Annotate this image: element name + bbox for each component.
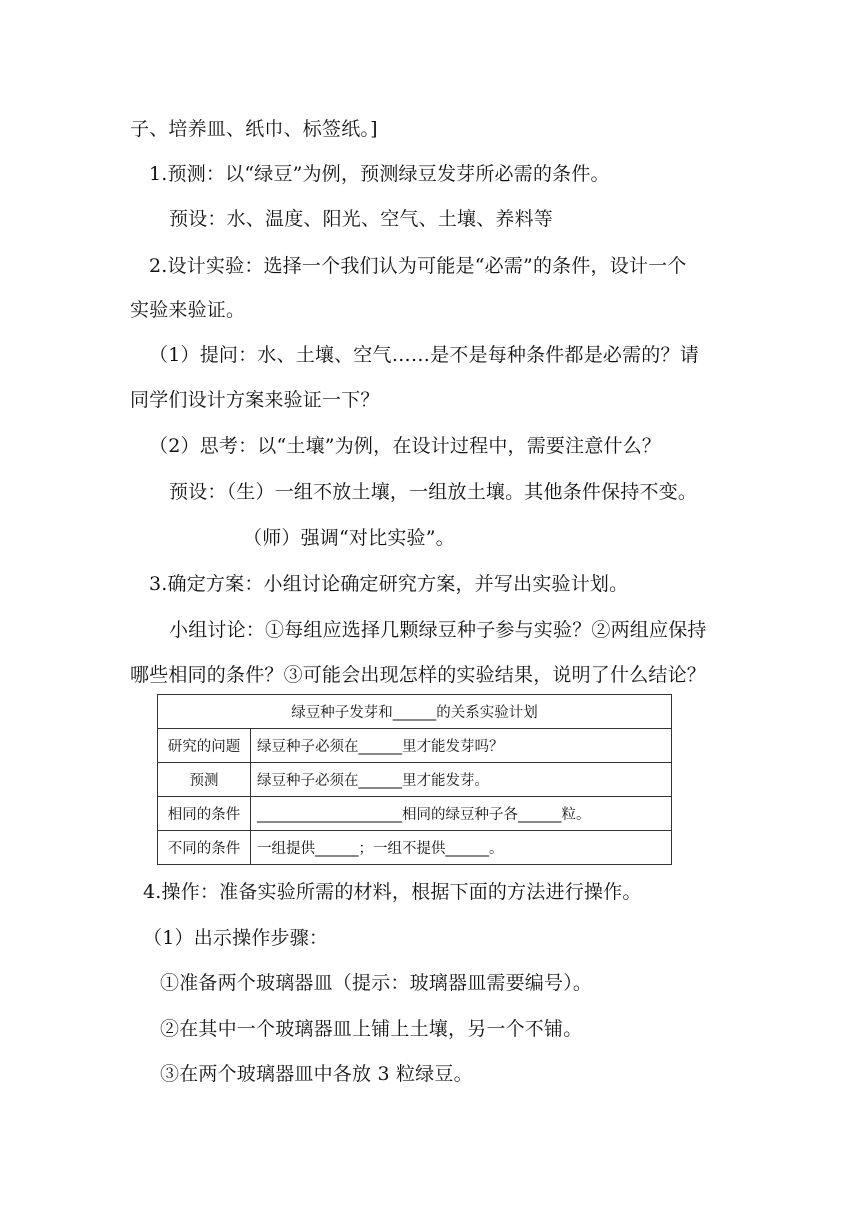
row-content: 绿豆种子必须在______里才能发芽。 <box>251 763 672 797</box>
experiment-plan-table <box>157 694 672 865</box>
text-line: （2）思考：以“土壤”为例，在设计过程中，需要注意什么？ <box>149 435 662 457</box>
row-label: 预测 <box>158 763 251 797</box>
table-row <box>158 763 672 797</box>
text-line: 3.确定方案：小组讨论确定研究方案，并写出实验计划。 <box>149 573 629 595</box>
row-label: 研究的问题 <box>158 729 251 763</box>
row-content: 绿豆种子必须在______里才能发芽吗？ <box>251 729 672 763</box>
text-line: 实验来验证。 <box>130 299 246 321</box>
text-line: （师）强调“对比实验”。 <box>243 527 455 549</box>
text-line: 同学们设计方案来验证一下？ <box>130 389 380 411</box>
text-line: （1）出示操作步骤： <box>143 927 329 949</box>
row-label: 不同的条件 <box>158 831 251 865</box>
row-content: ____________________相同的绿豆种子各______粒。 <box>251 797 672 831</box>
text-line: 2.设计实验：选择一个我们认为可能是“必需”的条件，设计一个 <box>149 255 687 277</box>
text-line: 哪些相同的条件？③可能会出现怎样的实验结果，说明了什么结论？ <box>130 664 707 686</box>
text-line: 子、培养皿、纸巾、标签纸。] <box>130 118 378 140</box>
table-row <box>158 695 672 729</box>
text-line: 1.预测：以“绿豆”为例，预测绿豆发芽所必需的条件。 <box>149 163 610 185</box>
table-row <box>158 831 672 865</box>
row-label: 相同的条件 <box>158 797 251 831</box>
text-line: ①准备两个玻璃器皿（提示：玻璃器皿需要编号）。 <box>160 972 593 994</box>
table-row <box>158 797 672 831</box>
text-line: （1）提问：水、土壤、空气……是不是每种条件都是必需的？请 <box>149 344 699 366</box>
text-line: ③在两个玻璃器皿中各放 3 粒绿豆。 <box>160 1063 473 1085</box>
table-title: 绿豆种子发芽和______的关系实验计划 <box>158 695 672 729</box>
text-line: 预设：水、温度、阳光、空气、土壤、养料等 <box>169 208 554 230</box>
text-line: ②在其中一个玻璃器皿上铺上土壤，另一个不铺。 <box>160 1018 583 1040</box>
text-line: 预设：（生）一组不放土壤，一组放土壤。其他条件保持不变。 <box>169 481 698 503</box>
row-content: 一组提供______；一组不提供______。 <box>251 831 672 865</box>
table-row <box>158 729 672 763</box>
text-line: 4.操作：准备实验所需的材料，根据下面的方法进行操作。 <box>143 881 642 903</box>
text-line: 小组讨论：①每组应选择几颗绿豆种子参与实验？②两组应保持 <box>169 619 707 641</box>
